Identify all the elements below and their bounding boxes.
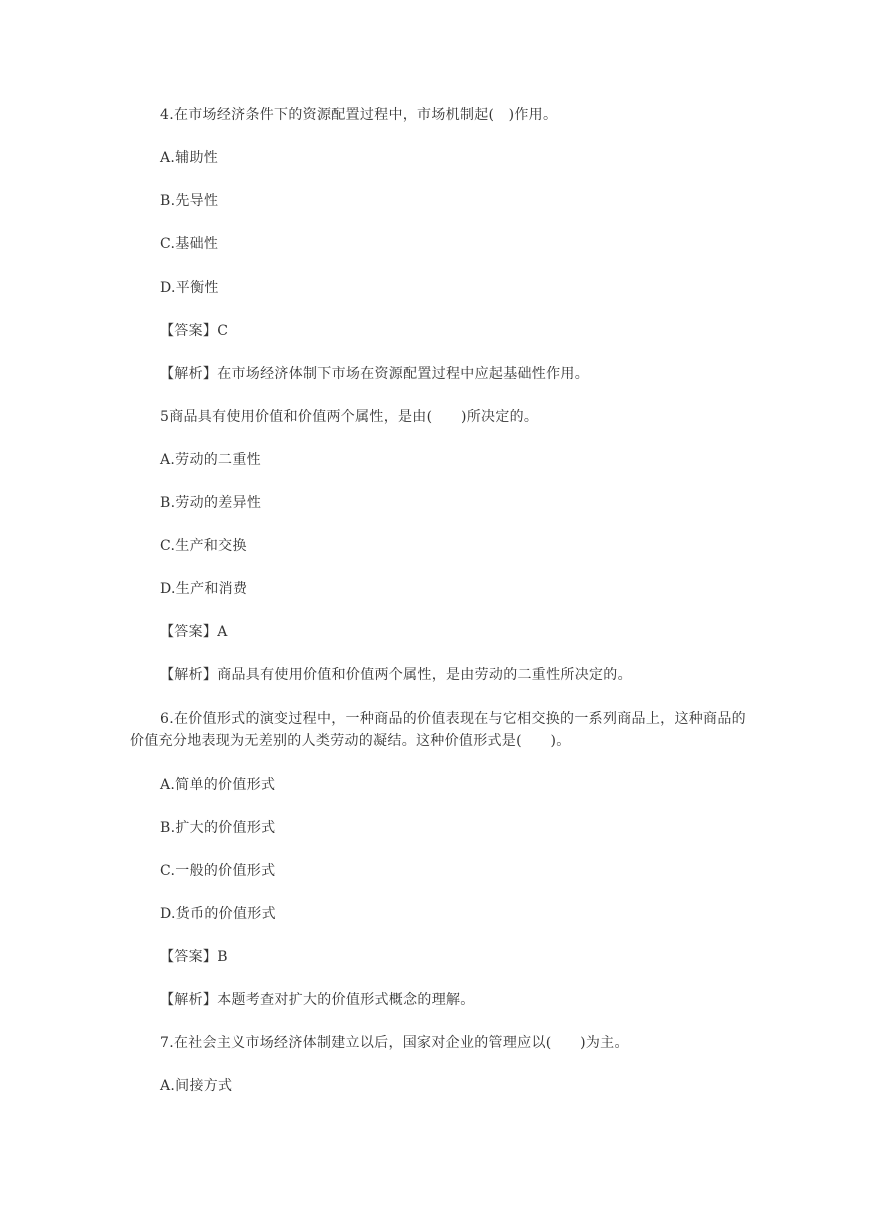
- question-6-option-d: D.货币的价值形式: [160, 906, 276, 922]
- question-5-stem: 5商品具有使用价值和价值两个属性，是由( )所决定的。: [160, 409, 539, 425]
- question-6-stem: 6.在价值形式的演变过程中，一种商品的价值表现在与它相交换的一系列商品上，这种商品的价值充分地表现为无差别的人类劳动的凝结。这种价值形式是( )。: [130, 711, 746, 749]
- question-5-option-d: D.生产和消费: [160, 581, 248, 597]
- question-4-answer: 【答案】C: [160, 323, 229, 339]
- question-5-option-c: C.生产和交换: [160, 538, 247, 554]
- question-7-stem: 7.在社会主义市场经济体制建立以后，国家对企业的管理应以( )为主。: [160, 1035, 629, 1051]
- question-4-option-d: D.平衡性: [160, 280, 219, 296]
- question-7-option-a: A.间接方式: [160, 1078, 233, 1094]
- question-6-option-a: A.简单的价值形式: [160, 777, 276, 793]
- question-6-answer: 【答案】B: [160, 949, 228, 965]
- question-4-stem: 4.在市场经济条件下的资源配置过程中，市场机制起( )作用。: [160, 107, 558, 123]
- question-5-analysis: 【解析】商品具有使用价值和价值两个属性，是由劳动的二重性所决定的。: [160, 667, 632, 683]
- question-5-answer: 【答案】A: [160, 624, 228, 640]
- question-4-option-c: C.基础性: [160, 236, 219, 252]
- question-4-option-a: A.辅助性: [160, 150, 219, 166]
- question-5-option-a: A.劳动的二重性: [160, 452, 261, 468]
- question-6-analysis: 【解析】本题考查对扩大的价值形式概念的理解。: [160, 992, 475, 1008]
- question-6-option-b: B.扩大的价值形式: [160, 820, 276, 836]
- question-6-option-c: C.一般的价值形式: [160, 863, 276, 879]
- question-4-option-b: B.先导性: [160, 193, 219, 209]
- question-5-option-b: B.劳动的差异性: [160, 495, 262, 511]
- question-4-analysis: 【解析】在市场经济体制下市场在资源配置过程中应起基础性作用。: [160, 366, 589, 382]
